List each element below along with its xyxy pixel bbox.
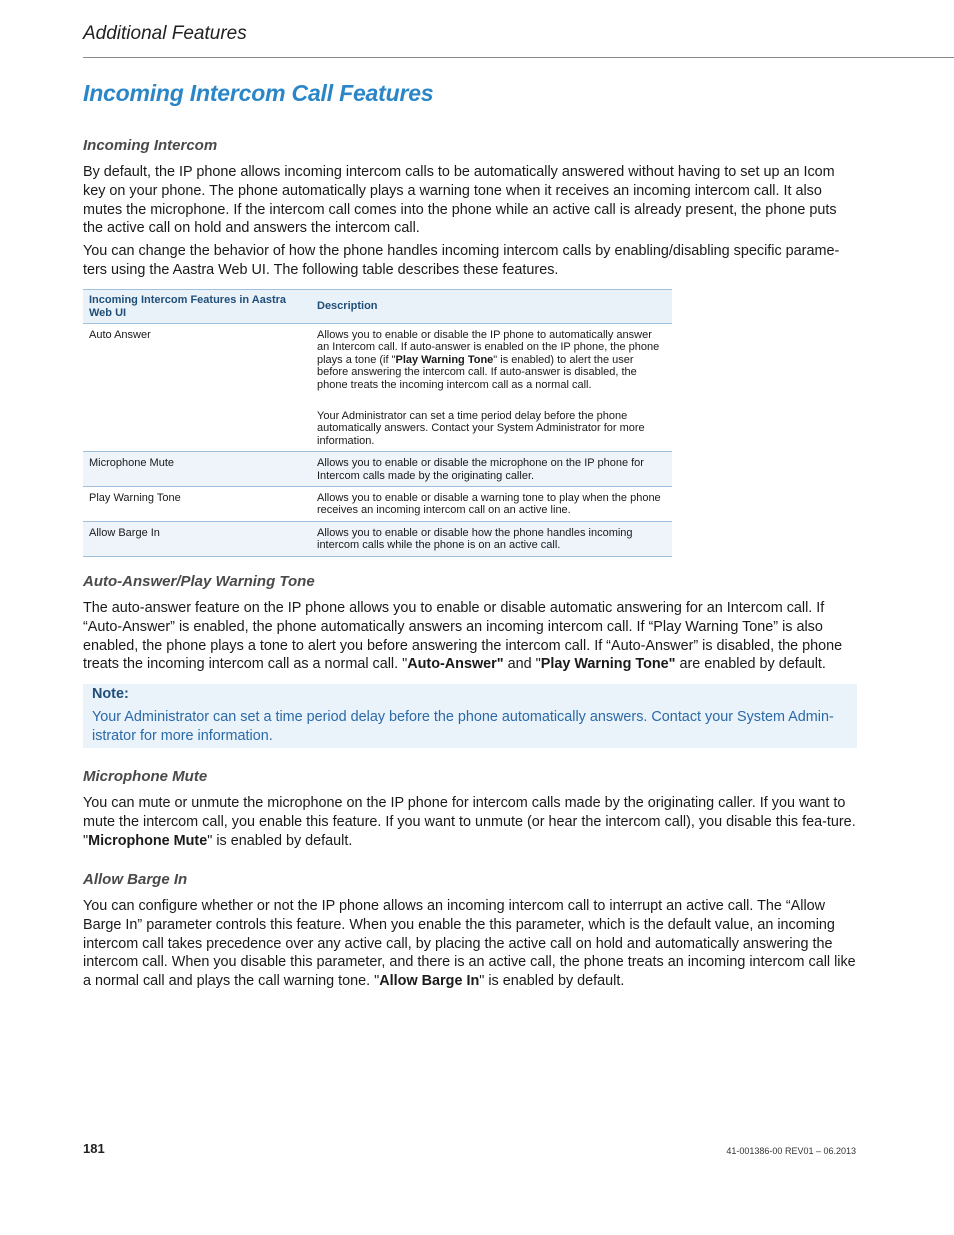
table-row — [83, 324, 672, 452]
table-cell-feature: Microphone Mute — [83, 452, 311, 487]
incoming-intercom-paragraph-2: You can change the behavior of how the phone handles incoming intercom calls by enabling/disabling specific parame-ters using the Aastra Web UI. The following table describes these features. — [83, 243, 840, 278]
table-header-description: Description — [311, 290, 672, 324]
header-section-title: Additional Features — [83, 23, 247, 44]
description-text: Allows you to enable or disable the IP phone to automatically answer an Intercom call. If auto-answer is enabled on the IP phone, the phone plays a tone (if "Play Warning Tone" is enabled) to alert the user before answering the intercom call. If auto-answer is disabled, the phone treats the incoming intercom call as a normal call. — [317, 329, 660, 391]
microphone-mute-paragraph: You can mute or unmute the microphone on the IP phone for intercom calls made by the originating caller. If you want to mute the intercom call, you enable this feature. If you want to unmute (or hear the intercom call), you disable this fea-ture. "Microphone Mute" is enabled by default. — [83, 795, 856, 849]
table-cell-description: Allows you to enable or disable how the phone handles incoming intercom calls while the phone is on an active call. — [311, 521, 672, 556]
page-number: 181 — [83, 1141, 105, 1156]
description-text-2: Your Administrator can set a time period delay before the phone automatically answers. Contact your System Administrator for more information. — [317, 410, 645, 447]
auto-answer-paragraph: The auto-answer feature on the IP phone allows you to enable or disable automatic answering for an Intercom call. If “Auto-Answer” is enabled, the phone automatically answers an incoming intercom call. If “Play Warning Tone” is also enabled, the phone plays a tone to alert you before answering the intercom call. If “Auto-Answer” is disabled, the phone treats the incoming intercom call as a normal call. "Auto-Answer" and "Play Warning Tone" are enabled by default. — [83, 600, 843, 673]
note-box — [83, 684, 857, 748]
heading-microphone-mute: Microphone Mute — [83, 768, 208, 785]
table-cell-feature: Allow Barge In — [83, 521, 311, 556]
table-cell-description — [311, 324, 672, 452]
table-cell-feature: Play Warning Tone — [83, 487, 311, 522]
page-title: Incoming Intercom Call Features — [83, 80, 434, 106]
table-row — [83, 487, 672, 522]
incoming-intercom-paragraph-1: By default, the IP phone allows incoming intercom calls to be automatically answered without having to set up an Icom key on your phone. The phone automatically plays a warning tone when it receives an incoming intercom call. It also mutes the microphone. If the intercom call comes into the phone while an active call is already present, the phone puts the active call on hold and answers the intercom call. — [83, 164, 837, 237]
heading-allow-barge-in: Allow Barge In — [83, 871, 188, 888]
allow-barge-in-paragraph: You can configure whether or not the IP phone allows an incoming intercom call to interrupt an active call. The “Allow Barge In” parameter controls this feature. When you enable the this parameter, which is the default value, an incoming intercom call takes precedence over any active call, by placing the active call on hold and automatically answering the intercom call. When you disable this parameter, and there is an active call, the phone treats an incoming intercom call like a normal call and plays the call warning tone. "Allow Barge In" is enabled by default. — [83, 898, 856, 990]
table-row — [83, 452, 672, 487]
table-cell-feature: Auto Answer — [83, 324, 311, 452]
table-cell-description: Allows you to enable or disable the microphone on the IP phone for Intercom calls made by the originating caller. — [311, 452, 672, 487]
note-label: Note: — [92, 686, 129, 702]
table-header-row — [83, 290, 672, 324]
table-cell-description: Allows you to enable or disable a warning tone to play when the phone receives an incoming intercom call on an active line. — [311, 487, 672, 522]
note-text: Your Administrator can set a time period delay before the phone automatically answers. Contact your System Admin-istrator for more information. — [92, 709, 834, 744]
heading-auto-answer: Auto-Answer/Play Warning Tone — [83, 573, 315, 590]
table-header-feature: Incoming Intercom Features in Aastra Web UI — [83, 290, 311, 324]
document-id: 41-001386-00 REV01 – 06.2013 — [726, 1146, 856, 1156]
features-table — [83, 289, 672, 557]
header-divider — [83, 57, 954, 58]
heading-incoming-intercom: Incoming Intercom — [83, 137, 218, 154]
table-row — [83, 521, 672, 556]
